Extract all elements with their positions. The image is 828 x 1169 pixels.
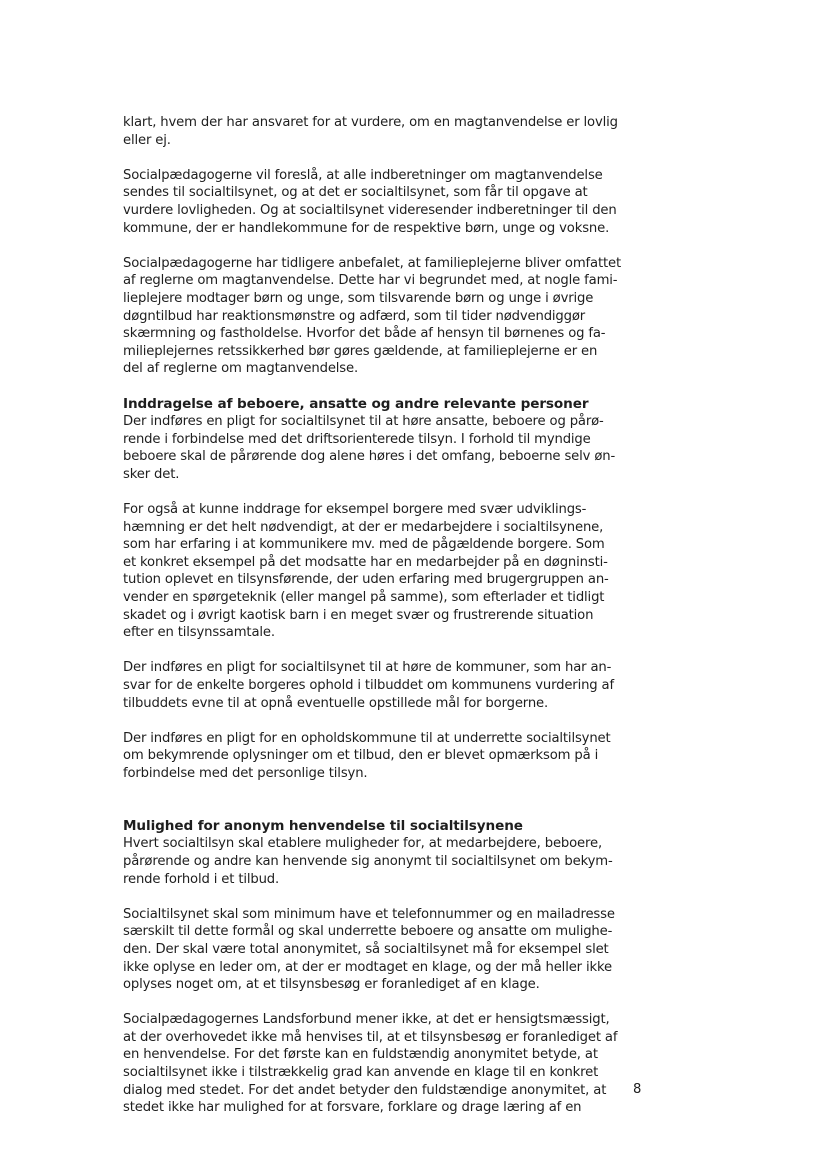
text-line: Socialpædagogernes Landsforbund mener ikke, at det er hensigtsmæssigt, bbox=[123, 1012, 610, 1028]
text-line: beboere skal de pårørende dog alene høres i det omfang, beboerne selv øn- bbox=[123, 449, 616, 465]
paragraph-gap bbox=[123, 378, 643, 396]
text-line: klart, hvem der har ansvaret for at vurdere, om en magtanvendelse er lovlig bbox=[123, 115, 618, 130]
section-gap bbox=[123, 800, 643, 818]
text-line: oplyses noget om, at et tilsynsbesøg er foranlediget af en klage. bbox=[123, 977, 540, 993]
text-line: tilbuddets evne til at opnå eventuelle opstillede mål for borgerne. bbox=[123, 695, 549, 711]
paragraph-gap bbox=[123, 149, 643, 167]
text-line: sker det. bbox=[123, 466, 180, 482]
paragraph-gap bbox=[123, 642, 643, 660]
text-line: ikke oplyse en leder om, at der er modtaget en klage, og der må heller ikke bbox=[123, 959, 612, 975]
page-number: 8 bbox=[633, 1082, 642, 1097]
text-line: Der indføres en pligt for socialtilsynet til at høre de kommuner, som har an- bbox=[123, 660, 612, 676]
section-paragraph bbox=[123, 396, 643, 484]
text-line: Der indføres en pligt for en opholdskommune til at underrette socialtilsynet bbox=[123, 730, 611, 746]
text-line: dialog med stedet. For det andet betyder den fuldstændige anonymitet, at bbox=[123, 1082, 607, 1098]
text-line: hæmning er det helt nødvendigt, at der er medarbejdere i socialtilsynene, bbox=[123, 519, 604, 535]
paragraph bbox=[123, 1011, 643, 1117]
text-line: skærmning og fastholdelse. Hvorfor det både af hensyn til børnenes og fa- bbox=[123, 326, 606, 342]
text-line: del af reglerne om magtanvendelse. bbox=[123, 361, 359, 377]
text-line: Hvert socialtilsyn skal etablere muligheder for, at medarbejdere, beboere, bbox=[123, 836, 603, 852]
text-line: Socialpædagogerne vil foreslå, at alle indberetninger om magtanvendelse bbox=[123, 167, 603, 183]
text-line: Socialpædagogerne har tidligere anbefalet, at familieplejerne bliver omfattet bbox=[123, 255, 621, 271]
text-line: et konkret eksempel på det modsatte har en medarbejder på en døgninsti- bbox=[123, 554, 608, 570]
paragraph-gap bbox=[123, 237, 643, 255]
text-line: forbindelse med det personlige tilsyn. bbox=[123, 765, 368, 781]
paragraph bbox=[123, 730, 643, 783]
paragraph-gap bbox=[123, 994, 643, 1012]
paragraph-gap bbox=[123, 783, 643, 801]
text-line: sendes til socialtilsynet, og at det er socialtilsynet, som får til opgave at bbox=[123, 185, 588, 201]
text-line: milieplejernes retssikkerhed bør gøres gældende, at familieplejerne er en bbox=[123, 343, 598, 359]
paragraph bbox=[123, 255, 643, 378]
text-line: lieplejere modtager børn og unge, som tilsvarende børn og unge i øvrige bbox=[123, 290, 594, 306]
text-line: den. Der skal være total anonymitet, så socialtilsynet må for eksempel slet bbox=[123, 941, 609, 957]
text-line: døgntilbud har reaktionsmønstre og adfærd, som til tider nødvendiggør bbox=[123, 308, 586, 324]
text-line: pårørende og andre kan henvende sig anonymt til socialtilsynet om bekym- bbox=[123, 853, 613, 869]
text-line: Der indføres en pligt for socialtilsynet til at høre ansatte, beboere og pårø- bbox=[123, 414, 604, 430]
text-line: tution oplevet en tilsynsførende, der uden erfaring med brugergruppen an- bbox=[123, 572, 609, 588]
text-line: skadet og i øvrigt kaotisk barn i en meget svær og frustrerende situation bbox=[123, 607, 594, 623]
paragraph bbox=[123, 501, 643, 642]
document-body bbox=[123, 114, 643, 1117]
paragraph-gap bbox=[123, 888, 643, 906]
paragraph-gap bbox=[123, 712, 643, 730]
text-line: rende forhold i et tilbud. bbox=[123, 871, 280, 887]
section-paragraph bbox=[123, 818, 643, 888]
text-line: socialtilsynet ikke i tilstrækkelig grad kan anvende en klage til en konkret bbox=[123, 1065, 599, 1081]
text-line: af reglerne om magtanvendelse. Dette har vi begrundet med, at nogle fami- bbox=[123, 273, 618, 289]
text-line: For også at kunne inddrage for eksempel borgere med svær udviklings- bbox=[123, 502, 587, 518]
section-heading: Inddragelse af beboere, ansatte og andre relevante personer bbox=[123, 395, 589, 412]
paragraph bbox=[123, 659, 643, 712]
paragraph bbox=[123, 114, 643, 149]
text-line: rende i forbindelse med det driftsorienterede tilsyn. I forhold til myndige bbox=[123, 431, 591, 447]
text-line: stedet ikke har mulighed for at forsvare, forklare og drage læring af en bbox=[123, 1100, 582, 1116]
text-line: kommune, der er handlekommune for de respektive børn, unge og voksne. bbox=[123, 220, 610, 236]
paragraph bbox=[123, 167, 643, 237]
text-line: særskilt til dette formål og skal underrette beboere og ansatte om mulighe- bbox=[123, 924, 613, 940]
text-line: eller ej. bbox=[123, 132, 171, 148]
paragraph-gap bbox=[123, 483, 643, 501]
text-line: som har erfaring i at kommunikere mv. med de pågældende borgere. Som bbox=[123, 537, 605, 553]
text-line: at der overhovedet ikke må henvises til, at et tilsynsbesøg er foranlediget af bbox=[123, 1029, 618, 1045]
section-heading: Mulighed for anonym henvendelse til socialtilsynene bbox=[123, 817, 523, 834]
text-line: svar for de enkelte borgeres ophold i tilbuddet om kommunens vurdering af bbox=[123, 678, 614, 693]
text-line: Socialtilsynet skal som minimum have et telefonnummer og en mailadresse bbox=[123, 906, 615, 922]
paragraph bbox=[123, 906, 643, 994]
text-line: vurdere lovligheden. Og at socialtilsynet videresender indberetninger til den bbox=[123, 202, 617, 218]
text-line: om bekymrende oplysninger om et tilbud, den er blevet opmærksom på i bbox=[123, 748, 599, 764]
text-line: efter en tilsynssamtale. bbox=[123, 625, 275, 641]
text-line: en henvendelse. For det første kan en fuldstændig anonymitet betyde, at bbox=[123, 1047, 598, 1063]
text-line: vender en spørgeteknik (eller mangel på samme), som efterlader et tidligt bbox=[123, 590, 605, 606]
